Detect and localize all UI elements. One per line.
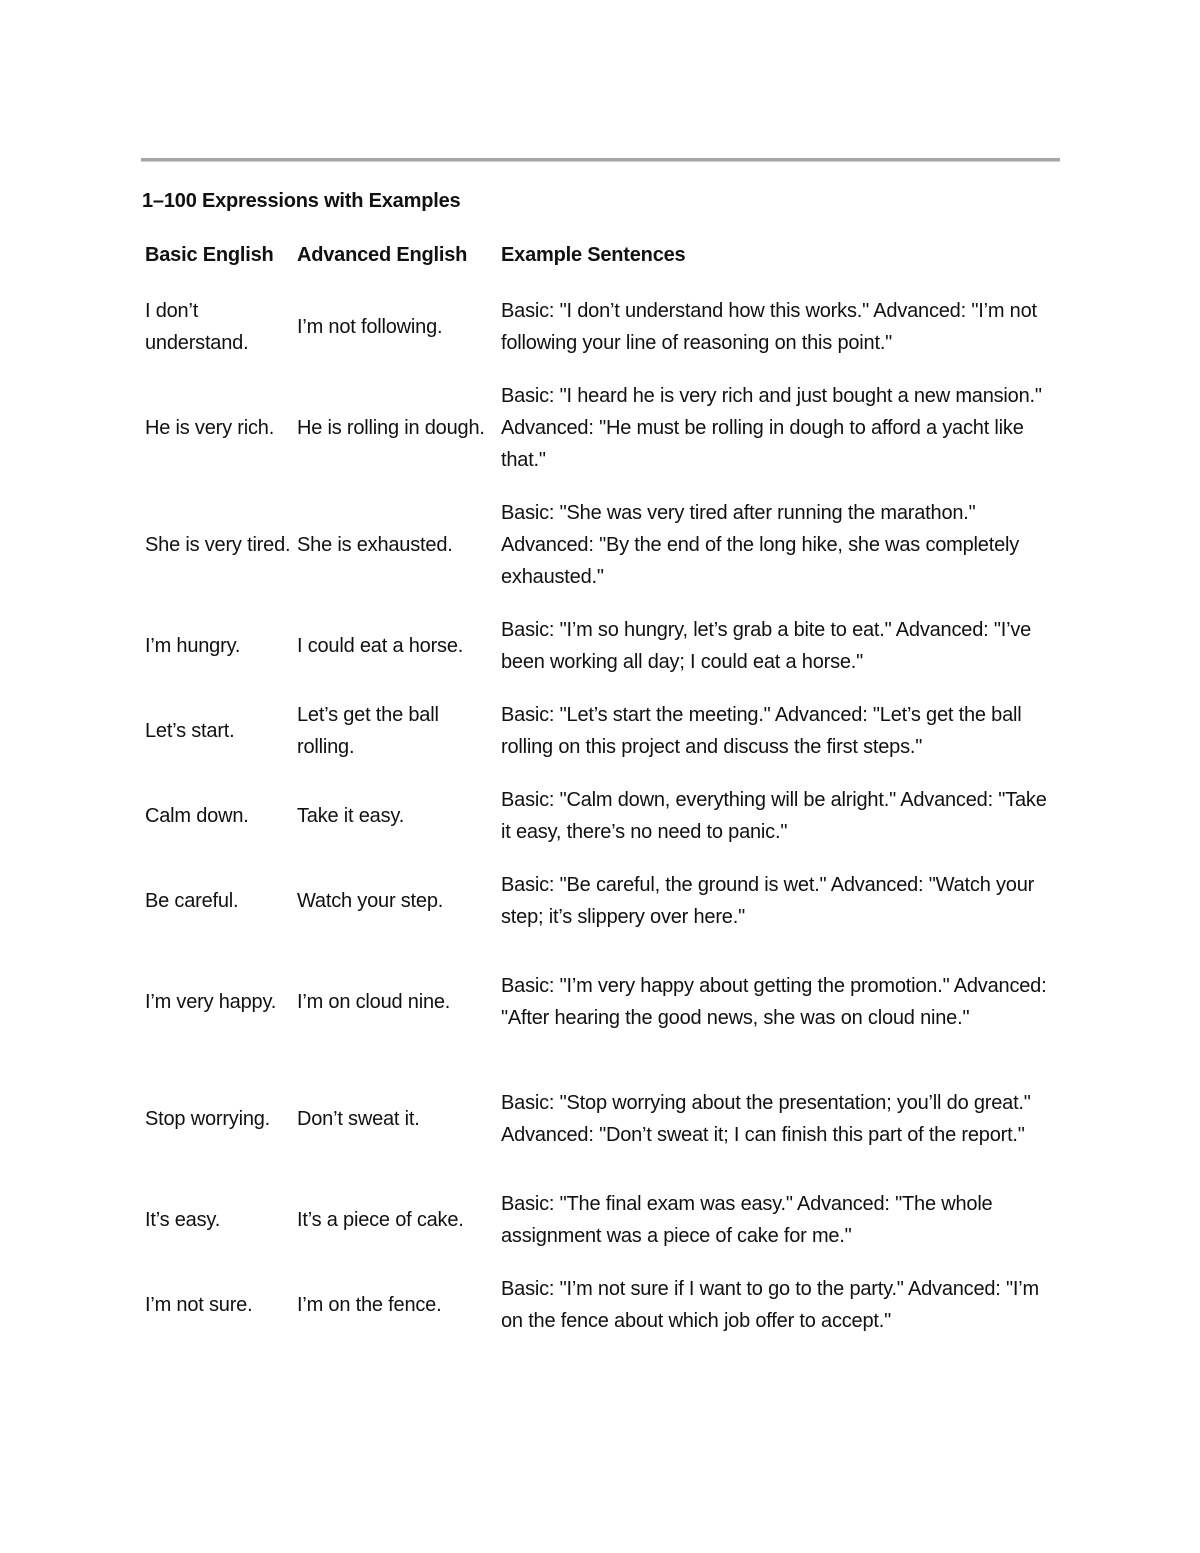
example-cell: Basic: "Stop worrying about the presentation; you’ll do great." Advanced: "Don’t sweat it; I can finish this part of the report." <box>501 1092 1031 1146</box>
table-row <box>140 1178 1058 1263</box>
table-row <box>140 689 1058 774</box>
basic-cell: Stop worrying. <box>145 1108 271 1130</box>
basic-cell: Let’s start. <box>145 720 235 742</box>
header-example-sentences: Example Sentences <box>501 244 686 266</box>
advanced-cell: He is rolling in dough. <box>297 417 485 439</box>
table-header <box>140 234 1058 285</box>
table-row <box>140 944 1058 1061</box>
example-cell: Basic: "I heard he is very rich and just bought a new mansion." Advanced: "He must be rolling in dough to afford a yacht like that." <box>501 385 1042 471</box>
basic-cell: Be careful. <box>145 890 239 912</box>
advanced-cell: Take it easy. <box>297 805 405 827</box>
basic-cell: Calm down. <box>145 805 249 827</box>
basic-cell: It’s easy. <box>145 1209 221 1231</box>
advanced-cell: It’s a piece of cake. <box>297 1209 464 1231</box>
basic-cell: I’m hungry. <box>145 635 241 657</box>
document-title: 1–100 Expressions with Examples <box>142 190 461 212</box>
header-advanced-english: Advanced English <box>297 244 468 266</box>
table-row <box>140 774 1058 859</box>
advanced-cell: Watch your step. <box>297 890 444 912</box>
table-row <box>140 859 1058 944</box>
example-cell: Basic: "Be careful, the ground is wet." Advanced: "Watch your step; it’s slippery over here." <box>501 874 1035 928</box>
example-cell: Basic: "She was very tired after running the marathon." Advanced: "By the end of the long hike, she was completely exhausted." <box>501 502 1020 588</box>
table-row <box>140 487 1058 604</box>
table-row <box>140 604 1058 689</box>
example-cell: Basic: "The final exam was easy." Advanced: "The whole assignment was a piece of cake for me." <box>501 1193 993 1247</box>
horizontal-rule <box>141 158 1060 162</box>
expressions-table <box>140 234 1058 1348</box>
example-cell: Basic: "Let’s start the meeting." Advanced: "Let’s get the ball rolling on this project and discuss the first steps." <box>501 704 1022 758</box>
table-row <box>140 285 1058 370</box>
header-row <box>140 234 1058 285</box>
advanced-cell: Don’t sweat it. <box>297 1108 420 1130</box>
basic-cell: I’m not sure. <box>145 1294 253 1316</box>
basic-cell: I’m very happy. <box>145 991 277 1013</box>
example-cell: Basic: "I’m not sure if I want to go to the party." Advanced: "I’m on the fence about which job offer to accept." <box>501 1278 1039 1332</box>
advanced-cell: She is exhausted. <box>297 534 453 556</box>
advanced-cell: Let’s get the ball rolling. <box>297 704 439 758</box>
table-row <box>140 1263 1058 1348</box>
example-cell: Basic: "I don’t understand how this works." Advanced: "I’m not following your line of reasoning on this point." <box>501 300 1037 354</box>
header-basic-english: Basic English <box>145 244 274 266</box>
advanced-cell: I’m not following. <box>297 316 443 338</box>
advanced-cell: I’m on cloud nine. <box>297 991 451 1013</box>
advanced-cell: I’m on the fence. <box>297 1294 442 1316</box>
basic-cell: I don’t understand. <box>145 300 249 354</box>
table-row <box>140 370 1058 487</box>
example-cell: Basic: "I’m very happy about getting the promotion." Advanced: "After hearing the good news, she was on cloud nine." <box>501 975 1047 1029</box>
advanced-cell: I could eat a horse. <box>297 635 464 657</box>
example-cell: Basic: "I’m so hungry, let’s grab a bite to eat." Advanced: "I’ve been working all day; I could eat a horse." <box>501 619 1032 673</box>
basic-cell: She is very tired. <box>145 534 291 556</box>
basic-cell: He is very rich. <box>145 417 275 439</box>
example-cell: Basic: "Calm down, everything will be alright." Advanced: "Take it easy, there’s no need to panic." <box>501 789 1047 843</box>
table-row <box>140 1061 1058 1178</box>
table-body <box>140 285 1058 1348</box>
